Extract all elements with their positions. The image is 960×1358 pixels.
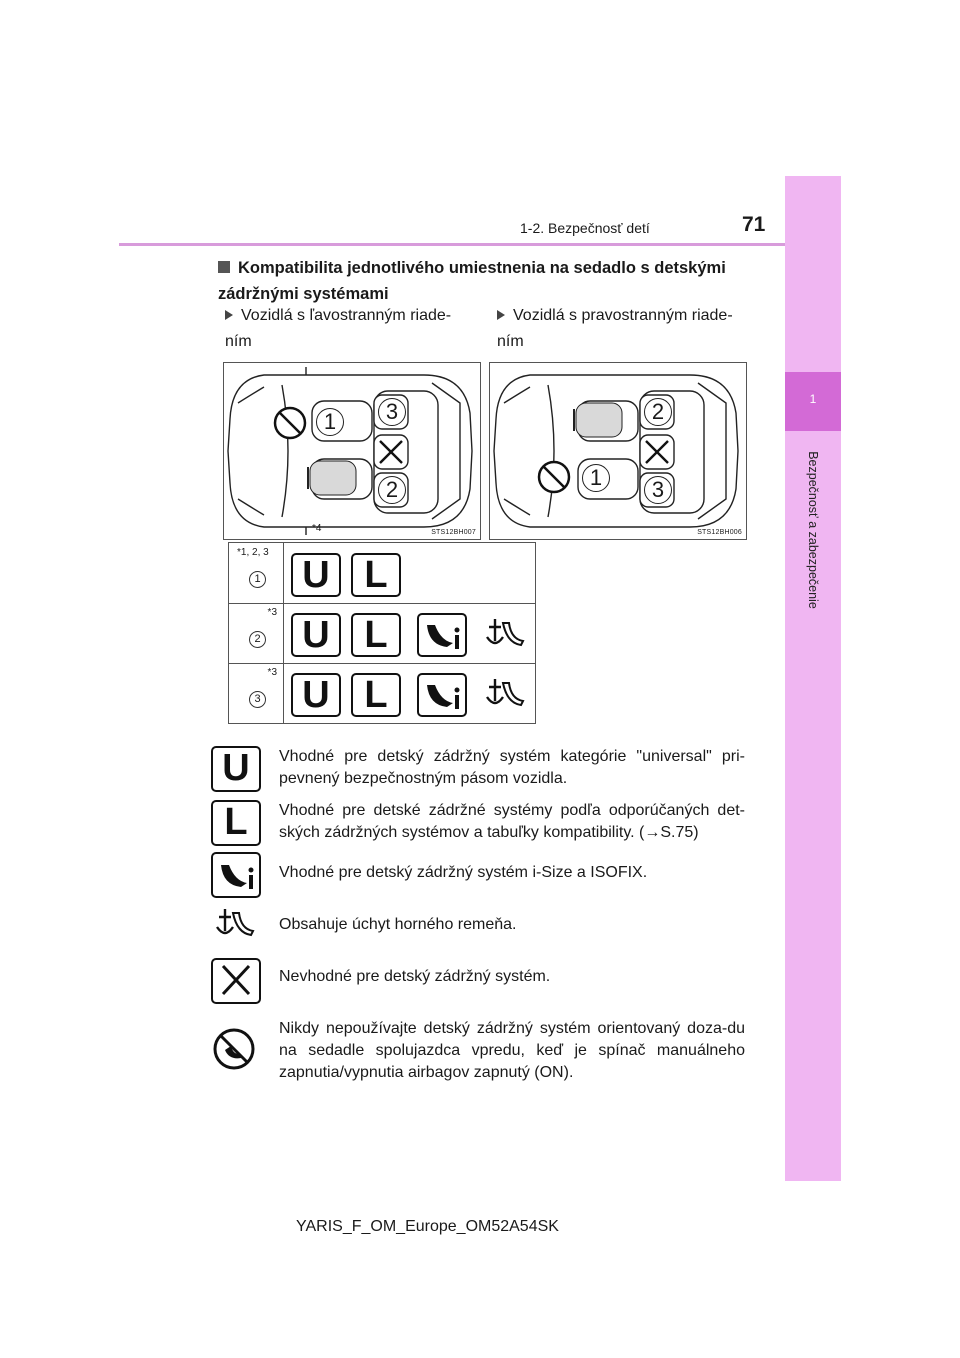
row-ref: *3 bbox=[267, 667, 277, 678]
legend-isize-isofix-icon bbox=[211, 852, 261, 898]
subheading-right bbox=[497, 303, 757, 355]
seat-label-1: 1 bbox=[582, 464, 610, 492]
semi-universal-l-icon: L bbox=[351, 553, 401, 597]
seat-label-3: 3 bbox=[378, 398, 406, 426]
section-title: 1-2. Bezpečnosť detí bbox=[520, 220, 650, 236]
seat-number: 3 bbox=[249, 691, 266, 708]
table-row bbox=[229, 603, 535, 664]
semi-universal-l-icon: L bbox=[351, 613, 401, 657]
car-top-view-left bbox=[224, 363, 480, 539]
legend-text-universal: Vhodné pre detský zádržný systém kategórie "universal" pri-pevnený bezpečnostným pásom vozidla. bbox=[279, 748, 745, 787]
heading-text: Kompatibilita jednotlivého umiestnenia na sedadlo s detskými zádržnými systémami bbox=[218, 259, 726, 303]
triangle-bullet-icon bbox=[497, 310, 505, 320]
diagram-left-hand-drive bbox=[223, 362, 481, 540]
legend-top-tether-anchor-icon bbox=[211, 904, 257, 946]
diagram-code-right: STS12BH006 bbox=[697, 529, 742, 536]
footer-document-code: YARIS_F_OM_Europe_OM52A54SK bbox=[296, 1218, 559, 1235]
row-label-cell bbox=[229, 543, 284, 603]
car-top-view-right bbox=[490, 363, 746, 539]
seat-label-3: 3 bbox=[644, 476, 672, 504]
legend-text-prohibited: Nikdy nepoužívajte detský zádržný systém orientovaný doza-du na sedadle spolujazdca vpredu, keď je spínač manuálneho zapnutia/vypnutia airbagov zapnutý (ON). bbox=[279, 1020, 745, 1081]
legend-not-suitable-x-icon bbox=[211, 958, 261, 1004]
row-ref: *1, 2, 3 bbox=[237, 547, 269, 558]
semi-universal-l-icon: L bbox=[351, 673, 401, 717]
page-number: 71 bbox=[742, 213, 766, 236]
table-row bbox=[229, 543, 535, 604]
subheading-left bbox=[225, 303, 470, 355]
universal-u-icon: U bbox=[291, 673, 341, 717]
legend-text-not-suitable: Nevhodné pre detský zádržný systém. bbox=[279, 968, 551, 985]
triangle-bullet-icon bbox=[225, 310, 233, 320]
legend-text-anchor: Obsahuje úchyt horného remeňa. bbox=[279, 916, 517, 933]
square-bullet-icon bbox=[218, 261, 230, 273]
top-tether-anchor-icon bbox=[481, 615, 527, 655]
isize-isofix-icon bbox=[417, 673, 467, 717]
diagram-right-hand-drive bbox=[489, 362, 747, 540]
side-tab bbox=[785, 176, 841, 1181]
chapter-number: 1 bbox=[809, 392, 817, 406]
seat-label-2: 2 bbox=[378, 476, 406, 504]
seat-number: 2 bbox=[249, 631, 266, 648]
callout-4: *4 bbox=[312, 523, 322, 534]
seat-label-2: 2 bbox=[644, 398, 672, 426]
legend-prohibited-icon bbox=[211, 1026, 257, 1068]
universal-u-icon: U bbox=[291, 553, 341, 597]
heading bbox=[218, 255, 748, 307]
diagram-code-left: STS12BH007 bbox=[431, 529, 476, 536]
compatibility-table bbox=[228, 542, 536, 724]
seat-number: 1 bbox=[249, 571, 266, 588]
legend-universal-u-icon: U bbox=[211, 746, 261, 792]
chapter-title: Bezpečnosť a zabezpečenie bbox=[806, 451, 820, 609]
universal-u-icon: U bbox=[291, 613, 341, 657]
header-rule bbox=[119, 243, 785, 246]
row-label-cell bbox=[229, 603, 284, 663]
legend-text-isize: Vhodné pre detský zádržný systém i-Size a ISOFIX. bbox=[279, 864, 648, 881]
row-ref: *3 bbox=[267, 607, 277, 618]
row-label-cell bbox=[229, 663, 284, 723]
isize-isofix-icon bbox=[417, 613, 467, 657]
top-tether-anchor-icon bbox=[481, 675, 527, 715]
legend-text-semi-universal: Vhodné pre detské zádržné systémy podľa odporúčaných det-ských zádržných systémov a tabuľky kompatibility. (→S.75) bbox=[279, 802, 745, 841]
table-row bbox=[229, 663, 535, 723]
legend-semi-universal-l-icon: L bbox=[211, 800, 261, 846]
subheading-left-text: Vozidlá s ľavostranným riade- ním bbox=[225, 307, 452, 350]
subheading-right-text: Vozidlá s pravostranným riade- ním bbox=[497, 307, 733, 350]
seat-label-1: 1 bbox=[316, 408, 344, 436]
